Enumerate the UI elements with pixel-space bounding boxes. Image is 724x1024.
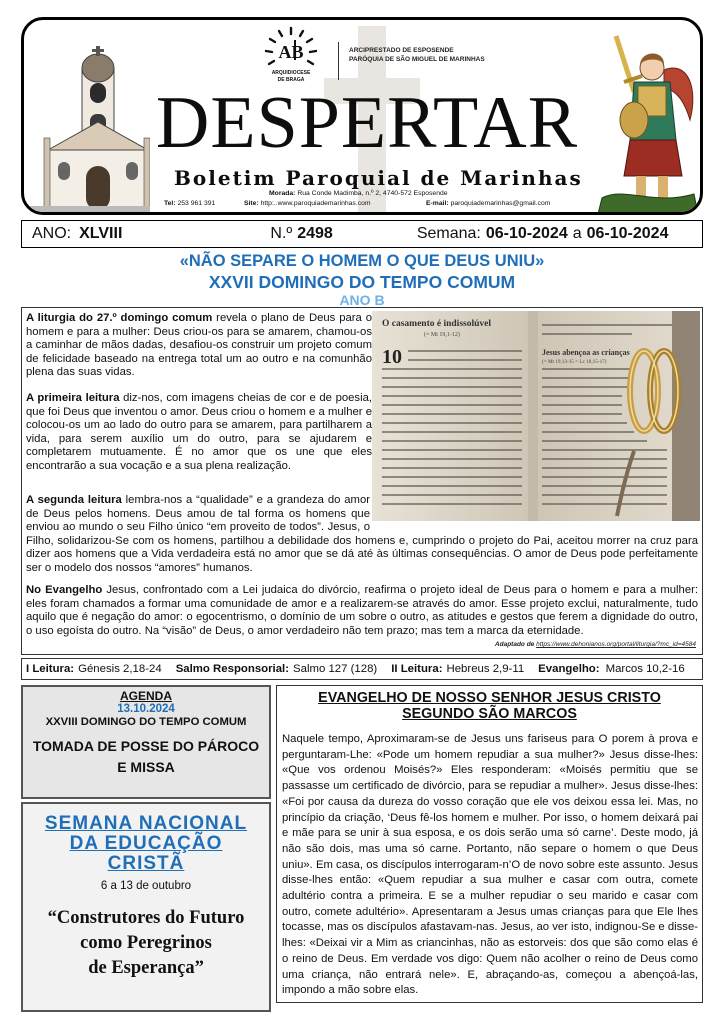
bible-heading-right: Jesus abençoa as crianças: [542, 348, 630, 357]
site-line: [244, 200, 371, 207]
number-label: N.º: [270, 225, 293, 242]
headline-quote: «NÃO SEPARE O HOMEM O QUE DEUS UNIU»: [179, 252, 545, 270]
psalm-label: Salmo Responsorial:: [175, 663, 290, 675]
number-value: 2498: [297, 225, 333, 242]
gospel-text: Naquele tempo, Aproximaram-se de Jesus uns fariseus para O porem à prova e perguntaram-Lhe: «Pode um homem repudiar a sua mulher?» Jesus disse-lhes: «Que vos ordenou Moisés?» Eles responderam: «Moisés permitiu que se passasse um certificado de divórcio, para se repudiar a mulher». Jesus disse-lhes: «Foi por causa da dureza do vosso coração que ele vos deixou essa lei. Mas, no princípio da criação, ‘Deus fê-los homem e mulher. Por isso, o homem deixará pai e mãe para se unir à sua esposa, e os dois serão uma só carne’. Deste modo, já não são dois, mas uma só carne. Portanto, não separe o homem o que Deus uniu». Em casa, os discípulos interrogaram-n’O de novo sobre este assunto. Jesus disse-lhes então: «Quem repudiar a sua mulher e casar com outra, comete adultério contra a primeira. E se a mulher repudiar o seu marido e casar com outro, comete adultério». Apresentaram a Jesus umas crianças para que Ele lhes tocasse, mas os discípulos afastavam-nas. Jesus, ao ver isto, indignou-Se e disse-lhes: «Deixai vir a Mim as criancinhas, não as estorveis: dos que são como elas é o reino de Deus. Em verdade vos digo: Quem não acolher o reino de Deus como uma criança, não entrará nele». E, abraçando-as, começou a abençoá-las, impondo a mão sobre elas.: [282, 733, 698, 997]
phone-line: [164, 200, 215, 207]
source-credit-link[interactable]: https://www.dehonianos.org/portal/liturgia/?mc_id=4584: [536, 641, 696, 648]
paragraph-second-reading-body: lembra-nos a “qualidade” e a grandeza do amor de Deus pelos homens. Deus amou de tal forma os homens que enviou ao mundo o seu Filho único “em proveito de todos”. Jesus, o Filho, solidarizou-Se com os homens, partilhou a debilidade dos homens e, cumprindo o projeto do Pai, aceitou morrer na cruz para dizer aos homens que a Vida verdadeira está no amor que se dá até às últimas consequências. O amor de Deus pode perfeitamente ser o modelo dos nossos “amores” humanos.: [26, 494, 698, 574]
education-week-title-line2: DA EDUCAÇÃO: [69, 833, 223, 854]
psalm-ref: Salmo 127 (128): [293, 663, 378, 675]
bible-ref-left: (= Mt 19,1-12): [424, 332, 460, 338]
first-reading-label: I Leitura:: [26, 663, 75, 675]
gospel-title-line1: EVANGELHO DE NOSSO SENHOR JESUS CRISTO: [318, 690, 661, 706]
first-reading-ref: Génesis 2,18-24: [78, 663, 162, 675]
paragraph-gospel-lead: No Evangelho: [26, 584, 103, 596]
paragraph-first-reading: [26, 392, 372, 474]
svg-text:AB: AB: [278, 42, 304, 62]
site-link[interactable]: http:..www.paroquiademarinhas.com: [260, 200, 371, 207]
masthead-subtitle: Boletim Paroquial de Marinhas: [174, 166, 583, 190]
parish-affiliation: [349, 46, 485, 64]
agenda-title: AGENDA: [119, 689, 172, 703]
headline-sunday: XXVII DOMINGO DO TEMPO COMUM: [208, 272, 516, 292]
education-week-dates: 6 a 13 de outubro: [100, 880, 192, 892]
bible-chapter-number: 10: [382, 346, 402, 368]
agenda-sunday: XXVIII DOMINGO DO TEMPO COMUM: [45, 716, 247, 728]
phone-label: Tel:: [164, 200, 176, 207]
image-float-spacer: [370, 494, 698, 522]
week-label: Semana:: [416, 225, 481, 242]
week-separator: a: [572, 225, 582, 242]
gospel-title: [277, 690, 702, 722]
education-week-theme-line1: “Construtores do Futuro: [47, 908, 245, 928]
archdiocese-logo: [255, 26, 327, 88]
source-credit: [495, 641, 696, 648]
masthead-header: [21, 17, 703, 215]
paroquia-label: PARÓQUIA DE SÃO MIGUEL DE MARINHAS: [349, 56, 485, 63]
gospel-box: [276, 685, 703, 1003]
education-week-theme: [23, 906, 269, 981]
liturgical-year: ANO B: [339, 292, 385, 308]
gospel-ref: Marcos 10,2-16: [605, 663, 685, 675]
agenda-event: [23, 736, 269, 778]
arciprestado-label: ARCIPRESTADO DE ESPOSENDE: [349, 47, 454, 54]
site-label: Site:: [244, 200, 259, 207]
paragraph-gospel-body: Jesus, confrontado com a Lei judaica do divórcio, reafirma o projeto ideal de Deus para o homem e para a mulher: eles foram chamados a formar uma comunidade de amor e a realizarem-se através do amor. Esse projeto exclui, naturalmente, tudo aquilo que é negação do amor: o egocentrismo, o domínio de um sobre o outro, as atitudes e gestos que ferem a dignidade do outro, o uso egoísta do outro. Na “visão” de Deus, o amor verdadeiro não tem prazo; mas tem a marca da eternidade.: [26, 584, 699, 637]
email-label: E-mail:: [426, 200, 449, 207]
gospel-title-line2: SEGUNDO SÃO MARCOS: [402, 706, 577, 722]
email-link[interactable]: paroquiademarinhas@gmail.com: [450, 200, 551, 207]
paragraph-second-reading-block: [26, 494, 698, 576]
issue-info-bar: [21, 220, 703, 248]
phone-value: 253 961 391: [177, 200, 216, 207]
agenda-box: [21, 685, 271, 799]
address-label: Morada:: [269, 190, 296, 197]
paragraph-gospel: [26, 584, 698, 638]
paragraph-first-reading-body: diz-nos, com imagens cheias de cor e de poesia, que foi Deus que inventou o amor. Deus criou o homem e a mulher e colocou-os um ao lado do outro para se amarem, para partilharem a vida, para serem auxílio um do outro, para se ajudarem e completarem mutuamente. É no amor que os une que eles encontrarão a sua vocação e a sua plena realização.: [26, 392, 372, 472]
education-week-title-line3: CRISTÃ: [107, 853, 185, 874]
paragraph-first-reading-lead: A primeira leitura: [26, 392, 120, 404]
year-label: ANO:: [32, 225, 72, 242]
year-value: XLVIII: [79, 225, 123, 242]
address-value: Rua Conde Madimba, n.º 2, 4740-572 Esposende: [297, 190, 448, 197]
paragraph-intro-body: revela o plano de Deus para o homem e para a mulher: Deus criou-os para se amarem, chamou-os a caminhar de mãos dadas, desafiou-os construir um projeto comum de felicidade baseado na entrega total um ao outro e na comunhão plena das suas vidas.: [26, 312, 372, 379]
second-reading-label: II Leitura:: [391, 663, 443, 675]
email-line: [426, 200, 550, 207]
education-week-box: [21, 802, 271, 1012]
readings-bar: [21, 658, 703, 680]
agenda-event-line1: TOMADA DE POSSE DO PÁROCO: [32, 738, 260, 754]
agenda-date: 13.10.2024: [117, 703, 175, 715]
education-week-theme-line2: como Peregrinos: [80, 933, 212, 953]
bible-heading-left: O casamento é indissolúvel: [382, 319, 491, 329]
education-week-title-line1: SEMANA NACIONAL: [44, 813, 248, 834]
week-start: 06-10-2024: [485, 225, 568, 242]
second-reading-ref: Hebreus 2,9-11: [446, 663, 525, 675]
svg-text:ARQUIDIOCESE: ARQUIDIOCESE: [271, 70, 311, 76]
paragraph-second-reading-title: A segunda leitura: [26, 494, 122, 506]
week-end: 06-10-2024: [586, 225, 669, 242]
liturgy-article: [21, 307, 703, 655]
masthead-title: DESPERTAR: [155, 82, 579, 164]
gospel-label: Evangelho:: [538, 663, 600, 675]
address-line: [269, 190, 448, 197]
agenda-event-line2: E MISSA: [117, 759, 175, 775]
source-credit-label: Adaptado de: [494, 641, 535, 648]
paragraph-intro-lead: A liturgia do 27.º domingo comum: [26, 312, 213, 324]
logo-divider: [338, 42, 339, 80]
education-week-title: [23, 814, 269, 874]
svg-text:DE BRAGA: DE BRAGA: [277, 77, 305, 83]
paragraph-intro: [26, 312, 372, 380]
education-week-theme-line3: de Esperança”: [88, 958, 204, 978]
open-bible-rings-image: [372, 311, 700, 521]
bible-ref-right: (= Mt 19,13-15 = Lc 18,15-17): [542, 359, 607, 365]
saint-michael-illustration: [594, 30, 702, 214]
